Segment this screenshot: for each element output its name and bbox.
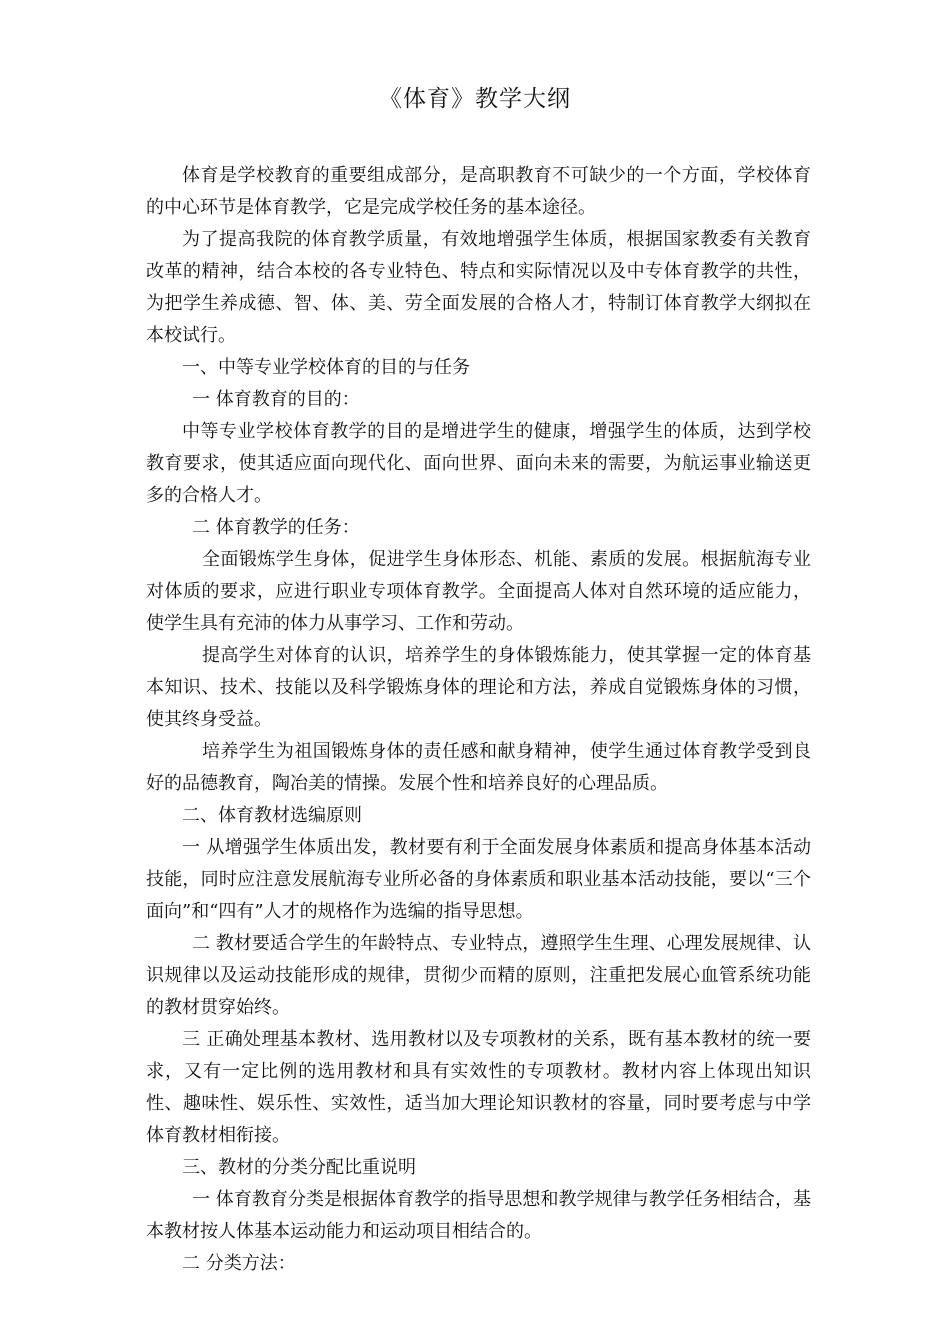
- paragraph-principle-1: 一 从增强学生体质出发，教材要有利于全面发展身体素质和提高身体基本活动技能，同时应注意发展航海专业所必备的身体素质和职业基本活动技能，要以“三个面向”和“四有”人才的规格作为选编的指导思想。: [146, 837, 811, 922]
- paragraph-purpose: 为了提高我院的体育教学质量，有效地增强学生体质，根据国家教委有关教育改革的精神，结合本校的各专业特色、特点和实际情况以及中专体育教学的共性，为把学生养成德、智、体、美、劳全面发展的合格人才，特制订体育教学大纲拟在本校试行。: [146, 229, 811, 346]
- document-title: 《体育》教学大纲: [379, 86, 571, 112]
- paragraph-task-2: 提高学生对体育的认识，培养学生的身体锻炼能力，使其掌握一定的体育基本知识、技术、技能以及科学锻炼身体的理论和方法，养成自觉锻炼身体的习惯，使其终身受益。: [146, 645, 811, 730]
- document-body: [146, 160, 811, 1280]
- paragraph-task-3: 培养学生为祖国锻炼身体的责任感和献身精神，使学生通过体育教学受到良好的品德教育，陶冶美的情操。发展个性和培养良好的心理品质。: [146, 741, 811, 794]
- paragraph-principle-2: 二 教材要适合学生的年龄特点、专业特点，遵照学生生理、心理发展规律、认识规律以及运动技能形成的规律，贯彻少而精的原则，注重把发展心血管系统功能的教材贯穿始终。: [146, 933, 811, 1018]
- paragraph-classification-1: 一 体育教育分类是根据体育教学的指导思想和教学规律与教学任务相结合，基本教材按人体基本运动能力和运动项目相结合的。: [146, 1189, 811, 1242]
- section-heading-3: 三、教材的分类分配比重说明: [182, 1157, 416, 1178]
- paragraph-intro: 体育是学校教育的重要组成部分，是高职教育不可缺少的一个方面，学校体育的中心环节是体育教学，它是完成学校任务的基本途径。: [146, 165, 811, 218]
- section-heading-2: 二、体育教材选编原则: [182, 805, 362, 826]
- section-heading-1: 一、中等专业学校体育的目的与任务: [182, 357, 470, 378]
- subheading-1-1: 一 体育教育的目的：: [192, 389, 360, 410]
- paragraph-principle-3: 三 正确处理基本教材、选用教材以及专项教材的关系，既有基本教材的统一要求，又有一定比例的选用教材和具有实效性的专项教材。教材内容上体现出知识性、趣味性、娱乐性、实效性，适当加大理论知识教材的容量，同时要考虑与中学体育教材相衔接。: [146, 1029, 811, 1146]
- paragraph-goal: 中等专业学校体育教学的目的是增进学生的健康，增强学生的体质，达到学校教育要求，使其适应面向现代化、面向世界、面向未来的需要，为航运事业输送更多的合格人才。: [146, 421, 811, 506]
- subheading-1-2: 二 体育教学的任务：: [192, 517, 360, 538]
- paragraph-task-1: 全面锻炼学生身体，促进学生身体形态、机能、素质的发展。根据航海专业对体质的要求，应进行职业专项体育教学。全面提高人体对自然环境的适应能力，使学生具有充沛的体力从事学习、工作和劳动。: [146, 549, 811, 634]
- paragraph-classification-2: 二 分类方法：: [182, 1253, 296, 1274]
